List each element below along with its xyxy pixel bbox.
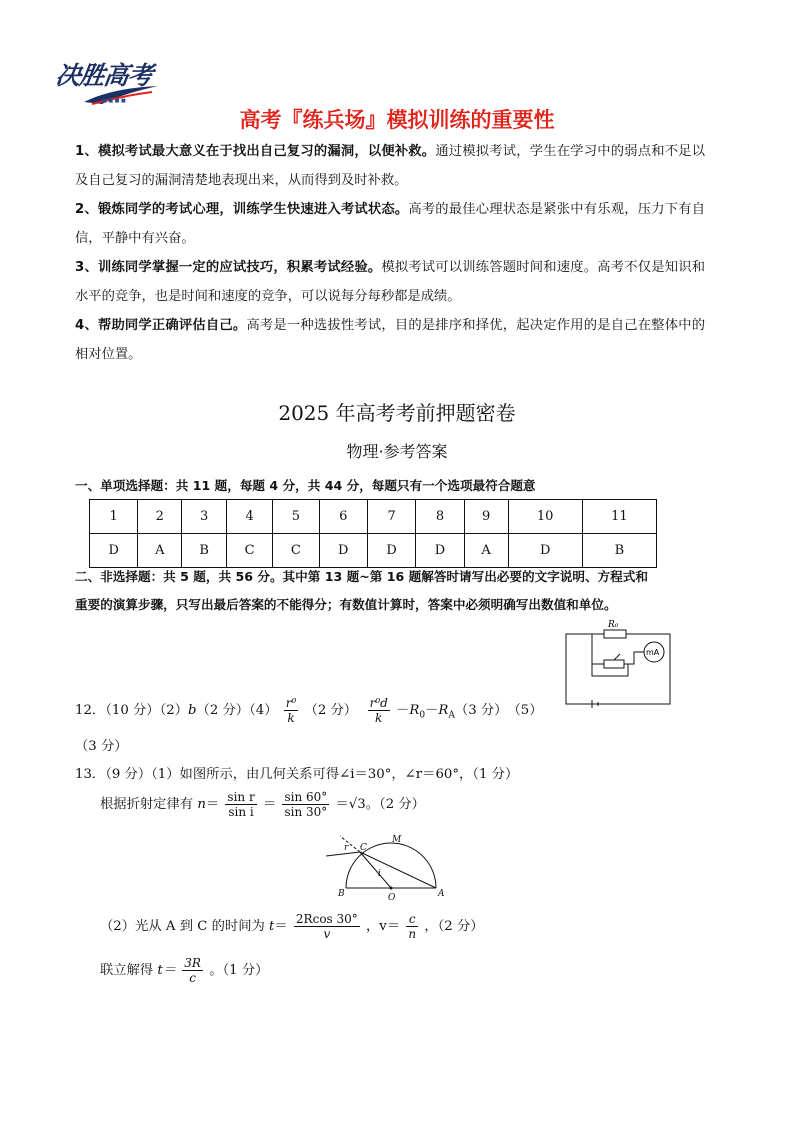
answer-cell: C xyxy=(273,534,319,568)
q13-fraction-result xyxy=(182,956,203,985)
angle-r-label: r xyxy=(344,843,349,853)
q13-fraction-speed xyxy=(406,912,418,941)
answer-cell: A xyxy=(138,534,182,568)
question-number: 11 xyxy=(582,500,656,534)
q13-t: t xyxy=(269,919,275,934)
answer-table-numbers-row xyxy=(90,500,657,534)
question-number: 2 xyxy=(138,500,182,534)
question-12-answer-line-2: （3 分） xyxy=(75,739,128,754)
question-number: 8 xyxy=(416,500,464,534)
q12-text: － xyxy=(396,703,410,718)
q12-text: 12．（10 分）（2） xyxy=(75,703,189,718)
exam-subtitle: 物理·参考答案 xyxy=(346,442,448,461)
q13-text: ＝ xyxy=(205,797,220,812)
intro-item-1-bold: 1、模拟考试最大意义在于找出自己复习的漏洞，以便补救。 xyxy=(75,144,436,159)
circuit-r0-label: R₀ xyxy=(608,620,619,630)
q13-text: ＝ xyxy=(262,797,277,812)
question-13-refraction-law xyxy=(100,790,425,819)
answer-cell: D xyxy=(319,534,367,568)
fraction-denominator: k xyxy=(287,711,295,725)
q12-ra: R xyxy=(438,703,449,718)
q12-text: （3 分） （5） xyxy=(454,703,543,718)
fraction-denominator: v xyxy=(323,927,331,941)
question-number: 1 xyxy=(90,500,138,534)
fraction-numerator: c xyxy=(406,912,418,927)
fraction-numerator: r⁰d xyxy=(369,696,388,710)
intro-item-4-bold: 4、帮助同学正确评估自己。 xyxy=(75,318,247,333)
q13-text: ，v＝ xyxy=(366,919,401,934)
fraction-numerator: sin 60° xyxy=(284,790,328,804)
answer-cell: C xyxy=(226,534,272,568)
milliammeter-label: mA xyxy=(646,648,660,657)
q13-n: n xyxy=(197,797,206,812)
q12-text: － xyxy=(425,703,439,718)
fraction-denominator: k xyxy=(375,711,383,725)
section-1-heading: 一、单项选择题：共 11 题，每题 4 分，共 44 分，每题只有一个选项最符合题意 xyxy=(75,478,536,493)
answer-cell: D xyxy=(416,534,464,568)
answer-cell: A xyxy=(464,534,508,568)
fraction-denominator: sin i xyxy=(228,805,254,819)
intro-item-4 xyxy=(75,311,705,369)
section-2-heading-line-2: 重要的演算步骤，只写出最后答案的不能得分；有数值计算时，答案中必须明确写出数值和单位。 xyxy=(75,597,617,612)
q13-text: 联立解得 xyxy=(100,963,158,978)
logo-tagline: ■ ■ ■ ■ xyxy=(102,98,126,104)
answer-cell: D xyxy=(508,534,582,568)
q13-text: 。（1 分） xyxy=(209,963,269,978)
intro-item-3 xyxy=(75,253,705,311)
answer-table xyxy=(89,499,657,568)
point-c-label: C xyxy=(360,843,367,853)
fraction-denominator: c xyxy=(189,971,196,985)
question-number: 3 xyxy=(182,500,227,534)
q13-text: ＝√3。（2 分） xyxy=(335,797,425,812)
intro-item-2-bold: 2、锻炼同学的考试心理，训练学生快速进入考试状态。 xyxy=(75,202,409,217)
q12-ra-sub: A xyxy=(448,710,455,721)
angle-i-label: i xyxy=(378,869,381,879)
q13-text: 根据折射定律有 xyxy=(100,797,198,812)
q12-r0: R xyxy=(409,703,420,718)
q13-fraction-time xyxy=(294,912,360,941)
q13-text: （2）光从 A 到 C 的时间为 xyxy=(100,919,270,934)
question-number: 6 xyxy=(319,500,367,534)
logo-text: 决胜高考 xyxy=(53,61,154,90)
question-13-part-2 xyxy=(100,912,484,941)
q12-answer-b: b xyxy=(188,703,197,718)
intro-item-1-text: 通过模拟考试，学生在学习中的弱点和不足以及自己复习的漏洞清楚地表现出来，从而得到及时补救。 xyxy=(75,144,705,188)
fraction-numerator: sin r xyxy=(227,790,255,804)
answer-cell: D xyxy=(90,534,138,568)
fraction-numerator: 3R xyxy=(184,956,201,970)
exam-title: 2025 年高考考前押题密卷 xyxy=(278,401,516,425)
q13-text: ＝ xyxy=(274,919,288,934)
fraction-denominator: n xyxy=(408,927,417,941)
question-13-result xyxy=(100,956,268,985)
fraction-denominator: sin 30° xyxy=(284,805,328,819)
answer-table-answers-row xyxy=(90,534,657,568)
point-m-label: M xyxy=(392,835,402,845)
q13-fraction-sin-ratio xyxy=(225,790,256,819)
answer-cell: B xyxy=(182,534,227,568)
intro-item-3-bold: 3、训练同学掌握一定的应试技巧，积累考试经验。 xyxy=(75,260,382,275)
q12-fraction-2 xyxy=(368,696,390,725)
intro-item-4-text: 高考是一种选拔性考试，目的是排序和择优，起决定作用的是自己在整体中的相对位置。 xyxy=(75,318,705,362)
question-number: 5 xyxy=(273,500,319,534)
question-number: 7 xyxy=(367,500,415,534)
question-number: 9 xyxy=(464,500,508,534)
q12-r0-sub: 0 xyxy=(419,710,426,721)
point-o-label: O xyxy=(388,893,396,903)
circuit-diagram xyxy=(562,616,692,708)
fraction-numerator: 2Rcos 30° xyxy=(295,912,358,926)
q12-fraction-1 xyxy=(284,696,299,725)
q12-text: （2 分）（4） xyxy=(196,703,278,718)
question-number: 4 xyxy=(226,500,272,534)
page-headline: 高考『练兵场』模拟训练的重要性 xyxy=(239,108,555,132)
answer-cell: B xyxy=(582,534,656,568)
q12-text: （2 分） xyxy=(304,703,358,718)
intro-item-1 xyxy=(75,137,705,195)
q13-t: t＝ xyxy=(157,963,177,978)
point-a-label: A xyxy=(438,889,445,899)
question-13-part-1: 13．（9 分）（1）如图所示，由几何关系可得∠i＝30°，∠r＝60°，（1 分） xyxy=(75,767,519,782)
intro-item-2-text: 高考的最佳心理状态是紧张中有乐观，压力下有自信，平静中有兴奋。 xyxy=(75,202,705,246)
point-b-label: B xyxy=(338,889,345,899)
intro-item-3-text: 模拟考试可以训练答题时间和速度。高考不仅是知识和水平的竞争，也是时间和速度的竞争，可以说每分每秒都是成绩。 xyxy=(75,260,705,304)
section-2-heading-line-1: 二、非选择题：共 5 题，共 56 分。其中第 13 题~第 16 题解答时请写出必要的文字说明、方程式和 xyxy=(75,569,648,584)
question-number: 10 xyxy=(508,500,582,534)
q13-fraction-sin-values xyxy=(282,790,329,819)
q13-text: ，（2 分） xyxy=(424,919,484,934)
question-12-answer xyxy=(75,696,543,725)
answer-cell: D xyxy=(367,534,415,568)
fraction-numerator: r⁰ xyxy=(285,696,297,710)
semicircle-optics-diagram xyxy=(322,828,452,904)
intro-item-2 xyxy=(75,195,705,253)
